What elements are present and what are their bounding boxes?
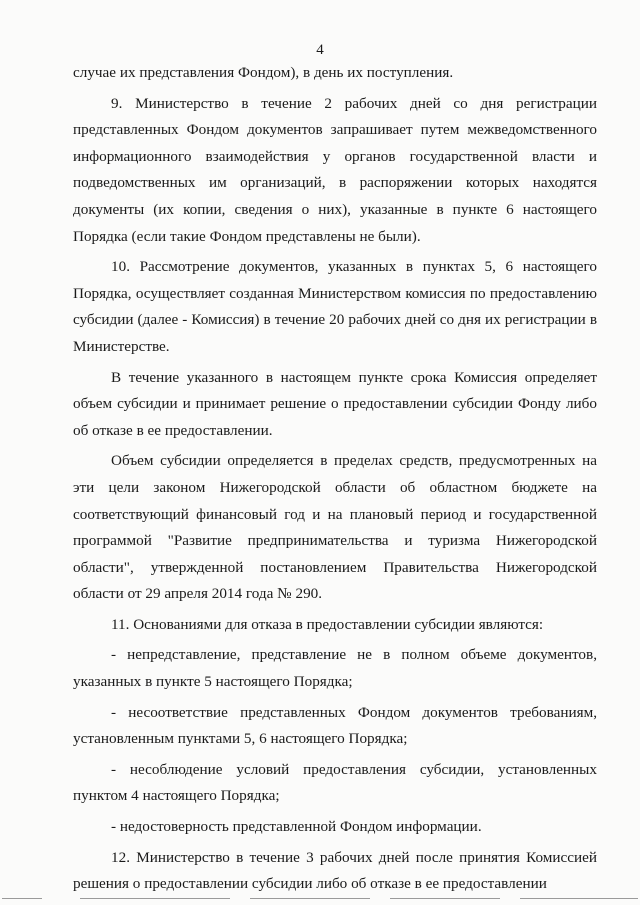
refusal-ground-2: - несоответствие представленных Фондом документов требованиям, установленным пунктами 5, 6 настоящего Порядка; [73, 703, 597, 748]
scan-dash [520, 898, 638, 899]
refusal-ground-4: - недостоверность представленной Фондом информации. [111, 818, 482, 836]
scan-dash [390, 898, 500, 899]
scan-dash [2, 898, 42, 899]
page-number: 4 [316, 42, 324, 58]
paragraph-item-12: 12. Министерство в течение 3 рабочих дней после принятия Комиссией решения о предоставлении субсидии либо об отказе в ее предоставлении [73, 848, 597, 893]
scan-dash [80, 898, 230, 899]
paragraph-item-9: 9. Министерство в течение 2 рабочих дней со дня регистрации представленных Фондом документов запрашивает путем межведомственного информационного взаимодействия у органов государственной власти и подведомственных им организаций, в распоряжении которых находятся документы (их копии, сведения о них), указанные в пункте 6 настоящего Порядка (если такие Фондом представлены не были). [73, 94, 597, 245]
paragraph-item-11: 11. Основаниями для отказа в предоставлении субсидии являются: [111, 615, 544, 633]
refusal-ground-1: - непредставление, представление не в полном объеме документов, указанных в пункте 5 настоящего Порядка; [73, 646, 597, 691]
scan-edge-artifacts [0, 891, 640, 905]
paragraph-subsidy-volume: Объем субсидии определяется в пределах средств, предусмотренных на эти цели законом Нижегородской области об областном бюджете на соответствующий финансовый год и на плановый период и государственной программой "Развитие предпринимательства и туризма Нижегородской области", утвержденной постановлением Правительства Нижегородской области от 29 апреля 2014 года № 290. [73, 452, 597, 603]
scan-dash [250, 898, 370, 899]
refusal-ground-3: - несоблюдение условий предоставления субсидии, установленных пунктом 4 настоящего Порядка; [73, 760, 597, 805]
paragraph-commission-term: В течение указанного в настоящем пункте срока Комиссия определяет объем субсидии и принимает решение о предоставлении субсидии Фонду либо об отказе в ее предоставлении. [73, 368, 597, 439]
paragraph-item-10: 10. Рассмотрение документов, указанных в пунктах 5, 6 настоящего Порядка, осуществляет созданная Министерством комиссия по предоставлению субсидии (далее - Комиссия) в течение 20 рабочих дней со дня их регистрации в Министерстве. [73, 258, 597, 355]
document-body [73, 60, 597, 898]
paragraph-continuation: случае их представления Фондом), в день их поступления. [73, 64, 454, 81]
